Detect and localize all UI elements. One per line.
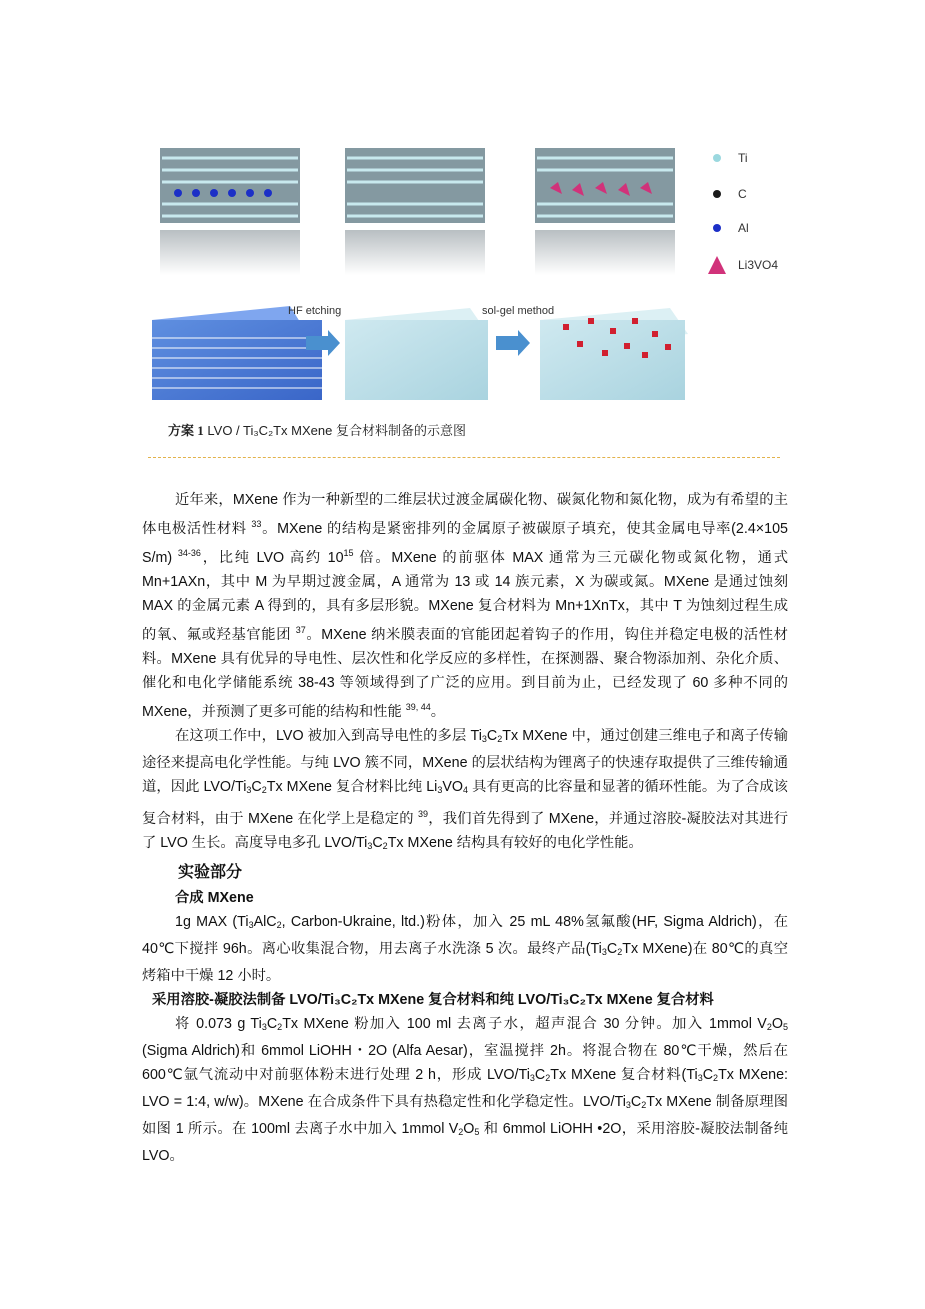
paragraph-solgel: 将 0.073 g $Ti_3C_2Tx$ MXene 粉加入 100 ml 去离子水，超声混合 30 分钟。加入 1mmol $V_2O_5$ (Sigma Aldrich)和 6mmol LiOHH・2O (Alfa Aesar)，室温搅拌 2h。将混合物在 80℃干燥，然后在 600℃氩气流动中对前驱体粉末进行处理 2 h，形成 LVO/$Ti_3C_2Tx$ MXene 复合材料($Ti_3C_2Tx$ MXene: LVO = 1:4, w/w)。MXene 在合成条件下具有热稳定性和化学稳定性。LVO/$Ti_3C_2Tx$ MXene 制备原理图如图 1 所示。在 100ml 去离子水中加入 1mmol $V_2O_5$ 和 6mmol LiOHH •2O，采用溶胶-凝胶法制备纯 LVO。 <box>142 1016 789 1164</box>
dashed-divider <box>148 457 780 458</box>
max-crystal-structure <box>160 148 300 275</box>
heading-synthesis-mxene: 合成 MXene <box>175 890 254 906</box>
arrow-label-solgel: sol-gel method <box>482 305 555 317</box>
legend-al: Al <box>738 221 749 235</box>
legend-c: C <box>738 187 747 201</box>
paragraph-work: 在这项工作中，LVO 被加入到高导电性的多层 $Ti_3C_2Tx$ MXene 中，通过创建三维电子和离子传输途径来提高电化学性能。与纯 LVO 簇不同，MXene 的层状结构为锂离子的快速存取提供了三维传输通道，因此 LVO/$Ti_3C_2Tx$ MXene 复合材料比纯 $Li_3VO_4$ 具有更高的比容量和显著的循环性能。为了合成该复合材料，由于 MXene 在化学上是稳定的 $^{39}$，我们首先得到了 MXene，并通过溶胶-凝胶法对其进行了 LVO 生长。高度导电多孔 LVO/$Ti_3C_2Tx$ MXene 结构具有较好的电化学性能。 <box>142 728 789 851</box>
lvo-mxene-layer-stack <box>540 308 688 400</box>
paragraph-synthesis: 1g MAX ($Ti_3AlC_2$, Carbon-Ukraine, ltd.)粉体，加入 25 mL 48%氢氟酸(HF, Sigma Aldrich)，在 40℃下搅拌 96h。离心收集混合物，用去离子水洗涤 5 次。最终产品($Ti_3C_2Tx$ MXene)在 80℃的真空烤箱中干燥 12 小时。 <box>142 914 788 984</box>
caption-label: 方案 1 <box>168 423 204 438</box>
legend-li3vo4: Li3VO4 <box>738 258 779 272</box>
body-text <box>142 488 788 1168</box>
max-layer-stack <box>152 306 322 400</box>
heading-experimental: 实验部分 <box>178 864 243 881</box>
paragraph-intro: 近年来，MXene 作为一种新型的二维层状过渡金属碳化物、碳氮化物和氮化物，成为有希望的主体电极活性材料 $^{33}$。MXene 的结构是紧密排列的金属原子被碳原子填充，使其金属电导率(2.4×105 S/m) $^{34-36}$，比纯 LVO 高约 $10^{15}$ 倍。MXene 的前驱体 MAX 通常为三元碳化物或氮化物，通式 Mn+1AXn，其中 M 为早期过渡金属，A 通常为 13 或 14 族元素，X 为碳或氮。MXene 是通过蚀刻 MAX 的金属元素 A 得到的，具有多层形貌。MXene 复合材料为 Mn+1XnTx，其中 T 为蚀刻过程生成的氧、氟或羟基官能团 $^{37}$。MXene 纳米膜表面的官能团起着钩子的作用，钩住并稳定电极的活性材料。MXene 具有优异的导电性、层次性和化学反应的多样性，在探测器、聚合物添加剂、杂化介质、催化和电化学储能系统 38-43 等领域得到了广泛的应用。到目前为止，已经发现了 60 多种不同的 MXene，并预测了更多可能的结构和性能 $^{39, 44}$。 <box>142 492 788 720</box>
arrow-label-hf: HF etching <box>288 305 342 317</box>
scheme-figure <box>140 138 800 403</box>
heading-solgel: 采用溶胶-凝胶法制备 LVO/Ti₃C₂Tx MXene 复合材料和纯 LVO/Ti₃C₂Tx MXene 复合材料 <box>152 992 714 1008</box>
scheme-caption <box>168 420 466 439</box>
caption-text: LVO / Ti₃C₂Tx MXene 复合材料制备的示意图 <box>207 423 466 438</box>
mxene-crystal-structure <box>345 148 485 275</box>
legend-ti: Ti <box>738 151 748 165</box>
figure-legend <box>708 151 778 274</box>
lvo-mxene-crystal-structure <box>535 148 675 275</box>
mxene-layer-stack <box>345 308 488 400</box>
